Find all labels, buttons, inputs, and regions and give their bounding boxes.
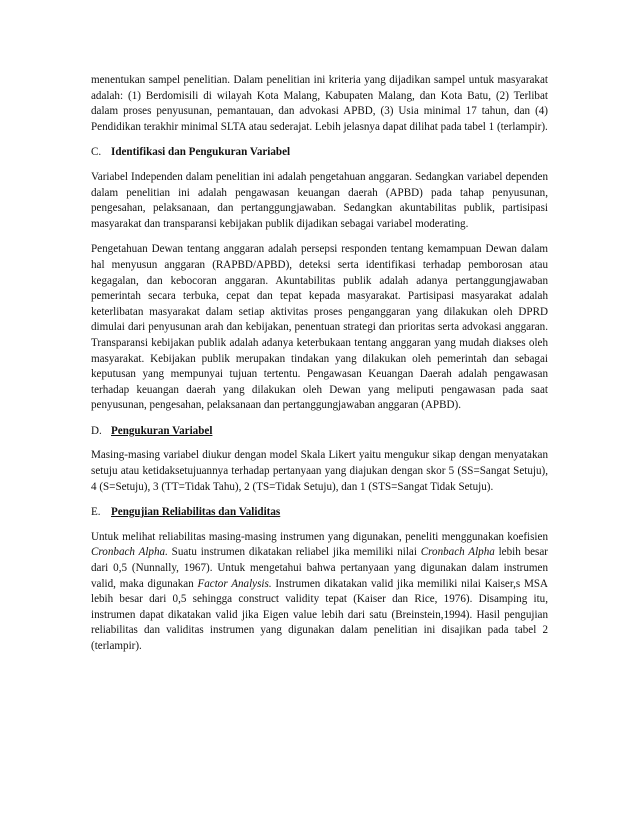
section-e-text-e: lebih besar dari 0,5 (Nunnally, 1967). Untuk mengetahui bahwa pertanyaan yang digunakan dalam instrumen valid, maka digunakan [91, 546, 548, 590]
section-e-title: Pengujian Reliabilitas dan Validitas [111, 506, 281, 519]
section-c-letter: C. [91, 146, 102, 159]
section-e-cronbach-alpha-1: Cronbach Alpha. [91, 546, 168, 559]
section-c-paragraph-2: Pengetahuan Dewan tentang anggaran adalah persepsi responden tentang kemampuan Dewan dalam hal menyusun anggaran (RAPBD/APBD), deteksi serta identifikasi terhadap pemborosan atau kegagalan, dan kebocoran anggaran. Akuntabilitas publik adalah adanya pertanggungjawaban pemerintah secara terbuka, cepat dan tepat kepada masyarakat. Partisipasi masyarakat adalah keterlibatan masyarakat dalam setiap aktivitas proses penganggaran yang dilakukan oleh DPRD dimulai dari penyusunan arah dan kebijakan, penentuan strategi dan prioritas serta advokasi anggaran. Transparansi kebijakan publik adalah adanya keterbukaan tentang anggaran yang mudah diakses oleh masyarakat. Kebijakan publik merupakan tindakan yang dilakukan oleh pemerintah dan sebagai keputusan yang mempunyai tujuan tertentu. Pengawasan Keuangan Daerah adalah pengawasan terhadap keuangan daerah yang dilakukan oleh Dewan yang meliputi pengawasan pada saat penyusunan, pengesahan, pelaksanaan dan pertanggungjawaban anggaran (APBD). [91, 243, 548, 412]
section-e-text-a: Untuk melihat reliabilitas masing-masing instrumen yang digunakan, peneliti menggunakan koefisien [91, 530, 548, 543]
section-d-paragraph-1: Masing-masing variabel diukur dengan model Skala Likert yaitu mengukur sikap dengan menyatakan setuju atau ketidaksetujuannya terhadap pertanyaan yang diajukan dengan skor 5 (SS=Sangat Setuju), 4 (S=Setuju), 3 (TT=Tidak Tahu), 2 (TS=Tidak Setuju), dan 1 (STS=Sangat Tidak Setuju). [91, 449, 548, 493]
section-e-factor-analysis: Factor Analysis. [197, 577, 272, 590]
section-d-title: Pengukuran Variabel [111, 424, 213, 437]
section-c-heading [91, 145, 548, 161]
section-e-paragraph-1 [91, 530, 548, 655]
section-e-cronbach-alpha-2: Cronbach Alpha [420, 546, 495, 559]
section-e-letter: E. [91, 506, 101, 519]
intro-paragraph: menentukan sampel penelitian. Dalam penelitian ini kriteria yang dijadikan sampel untuk masyarakat adalah: (1) Berdomisili di wilayah Kota Malang, Kabupaten Malang, dan Kota Batu, (2) Terlibat dalam proses penyusunan, pemantauan, dan advokasi APBD, (3) Usia minimal 17 tahun, dan (4) Pendidikan terakhir minimal SLTA atau sederajat. Lebih jelasnya dapat dilihat pada tabel 1 (terlampir). [91, 74, 548, 133]
section-e-heading [91, 505, 548, 521]
document-page [91, 73, 548, 655]
section-d-heading [91, 424, 548, 440]
section-e-text-g: Instrumen dikatakan valid jika memiliki nilai Kaiser,s MSA lebih besar dari 0,5 sehingga construct validity tepat (Kaiser dan Rice, 1976). Disamping itu, instrumen dapat dikatakan valid jika Eigen value lebih dari satu (Breinstein,1994). Hasil pengujian reliabilitas dan validitas instrumen yang digunakan dalam penelitian ini disajikan pada tabel 2 (terlampir). [91, 577, 548, 652]
section-d-letter: D. [91, 424, 102, 437]
section-e-text-c: Suatu instrumen dikatakan reliabel jika memiliki nilai [167, 546, 421, 559]
section-c-paragraph-1: Variabel Independen dalam penelitian ini adalah pengetahuan anggaran. Sedangkan variabel dependen dalam penelitian ini adalah pengawasan keuangan daerah (APBD) pada tahap penyusunan, pengesahan, pelaksanaan, dan pertanggungjawaban. Sedangkan akuntabilitas publik, partisipasi masyarakat dan transparansi kebijakan publik dijadikan sebagai variabel moderating. [91, 170, 548, 230]
section-c-title: Identifikasi dan Pengukuran Variabel [111, 146, 291, 159]
